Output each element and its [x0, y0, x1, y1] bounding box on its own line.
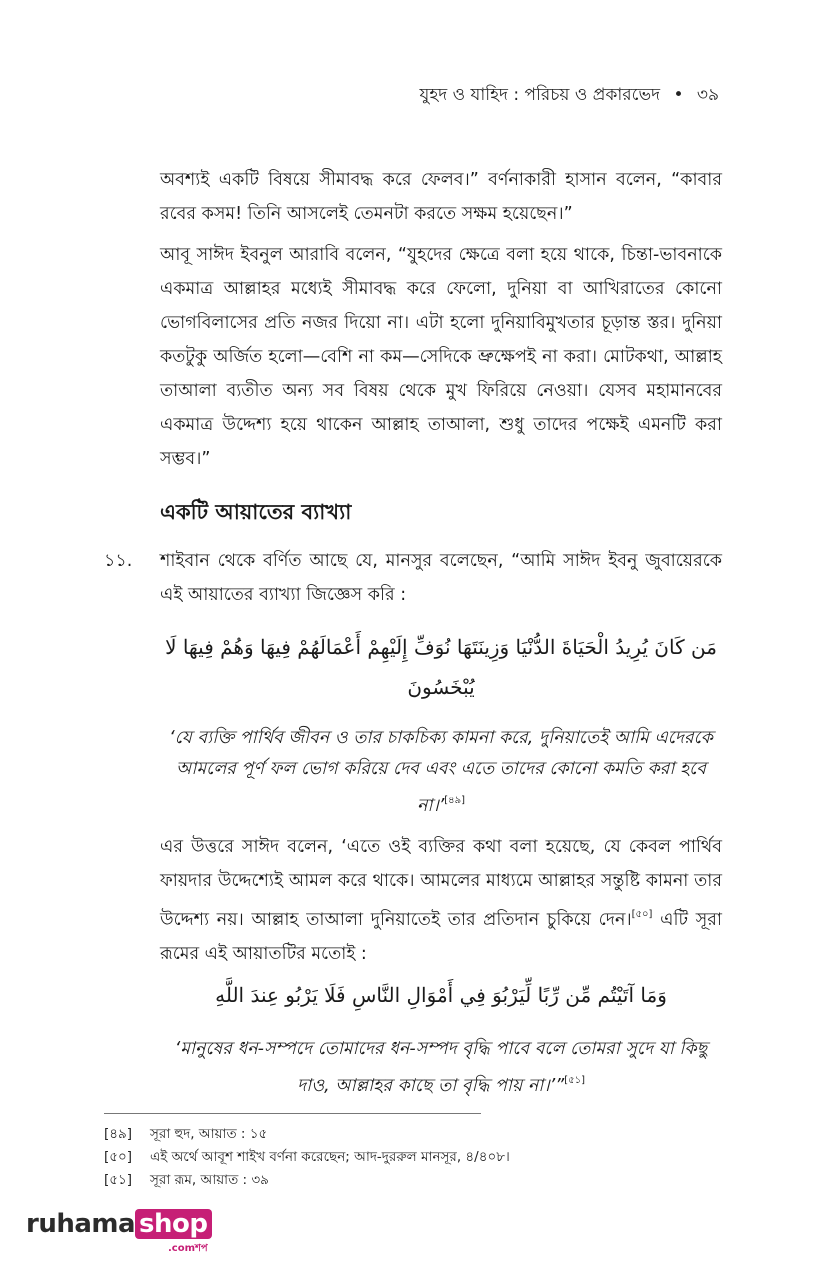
section-heading: একটি আয়াতের ব্যাখ্যা [160, 500, 352, 524]
logo-text: ruhama [26, 1209, 136, 1239]
paragraph-2: আবূ সাঈদ ইবনুল আরাবি বলেন, “যুহদের ক্ষেত্রে বলা হয়ে থাকে, চিন্তা-ভাবনাকে একমাত্র আল্লাহর মধ্যেই সীমাবদ্ধ করে ফেলো, দুনিয়া বা আখিরাতের কোনো ভোগবিলাসের প্রতি নজর দিয়ো না। এটা হলো দুনিয়াবিমুখতার চূড়ান্ত স্তর। দুনিয়া কতটুকু অর্জিত হলো—বেশি না কম—সেদিকে ভ্রুক্ষেপই না করা। মোটকথা, আল্লাহ তাআলা ব্যতীত অন্য সব বিষয় থেকে মুখ ফিরিয়ে নেওয়া। যেসব মহামানবের একমাত্র উদ্দেশ্য হয়ে থাকেন আল্লাহ তাআলা, শুধু তাদের পক্ষেই এমনটি করা সম্ভব।” [160, 245, 722, 469]
running-header [420, 82, 719, 110]
footnote-number: [৫০] [104, 1149, 133, 1165]
arabic-verse-2: وَمَا آتَيْتُم مِّن رِّبًا لِّيَرْبُوَ فِي أَمْوَالِ النَّاسِ فَلَا يَرْبُو عِندَ اللَّهِ [215, 983, 667, 1007]
footnote-ref-49[interactable]: [৪৯] [444, 795, 466, 806]
header-bullet: • [673, 85, 684, 105]
logo-domain-text: .comশপ [168, 1243, 208, 1254]
footnote-number: [৫১] [104, 1172, 133, 1188]
hadith-number: ১১. [104, 551, 133, 571]
arabic-verse-1: مَن كَانَ يُرِيدُ الْحَيَاةَ الدُّنْيَا وَزِينَتَهَا نُوَفِّ إِلَيْهِمْ أَعْمَالَهُمْ فِيهَا وَهُمْ فِيهَا لَا يُبْخَسُونَ [165, 635, 717, 699]
footnote-text: এই অর্থে আবূশ শাইখ বর্ণনা করেছেন; আদ-দুররুল মানসূর, ৪/৪০৮। [150, 1149, 510, 1165]
footnote-divider [104, 1113, 481, 1114]
footnote-text: সূরা হুদ, আয়াত : ১৫ [150, 1126, 268, 1142]
verse-translation-1 [160, 723, 722, 822]
ruhamashop-logo[interactable] [26, 1209, 212, 1254]
footnote-number: [৪৯] [104, 1126, 133, 1142]
hadith-intro: শাইবান থেকে বর্ণিত আছে যে, মানসুর বলেছেন, “আমি সাঈদ ইবনু জুবায়েরকে এই আয়াতের ব্যাখ্যা জিজ্ঞেস করি : [160, 551, 722, 605]
paragraph-1: অবশ্যই একটি বিষয়ে সীমাবদ্ধ করে ফেলব।” বর্ণনাকারী হাসান বলেন, “কাবার রবের কসম! তিনি আসলেই তেমনটা করতে সক্ষম হয়েছেন।” [160, 170, 722, 224]
footnote-text: সূরা রূম, আয়াত : ৩৯ [150, 1172, 269, 1188]
translation-1-text: ‘যে ব্যক্তি পার্থিব জীবন ও তার চাকচিক্য কামনা করে, দুনিয়াতেই আমি এদেরকে আমলের পূর্ণ ফল ভোগ করিয়ে দেব এবং এতে তাদের কোনো কমতি করা হবে না।’ [169, 728, 713, 816]
footnote-ref-51[interactable]: [৫১] [564, 1075, 586, 1086]
footnote-50 [104, 1147, 510, 1167]
answer-part-2: এটি সূরা রূমের এই আয়াতটির মতোই : [160, 910, 722, 964]
page-number: ৩৯ [696, 85, 719, 105]
verse-translation-2 [160, 1034, 722, 1102]
logo-box-text: shop [135, 1209, 211, 1239]
running-header-title: যুহদ ও যাহিদ : পরিচয় ও প্রকারভেদ [419, 85, 661, 105]
hadith-answer [160, 830, 722, 971]
answer-part-1: এর উত্তরে সাঈদ বলেন, ‘এতে ওই ব্যক্তির কথা বলা হয়েছে, যে কেবল পার্থিব ফায়দার উদ্দেশ্যেই আমল করে থাকে। আমলের মাধ্যমে আল্লাহর সন্তুষ্টি কামনা তার উদ্দেশ্য নয়। আল্লাহ তাআলা দুনিয়াতেই তার প্রতিদান চুকিয়ে দেন। [160, 837, 722, 930]
footnote-ref-50[interactable]: [৫০] [631, 909, 653, 920]
footnote-49 [104, 1124, 267, 1144]
translation-2-text: ‘মানুষের ধন-সম্পদে তোমাদের ধন-সম্পদ বৃদ্ধি পাবে বলে তোমরা সুদে যা কিছু দাও, আল্লাহর কাছে তা বৃদ্ধি পায় না।’” [174, 1039, 708, 1096]
footnote-51 [104, 1170, 269, 1190]
